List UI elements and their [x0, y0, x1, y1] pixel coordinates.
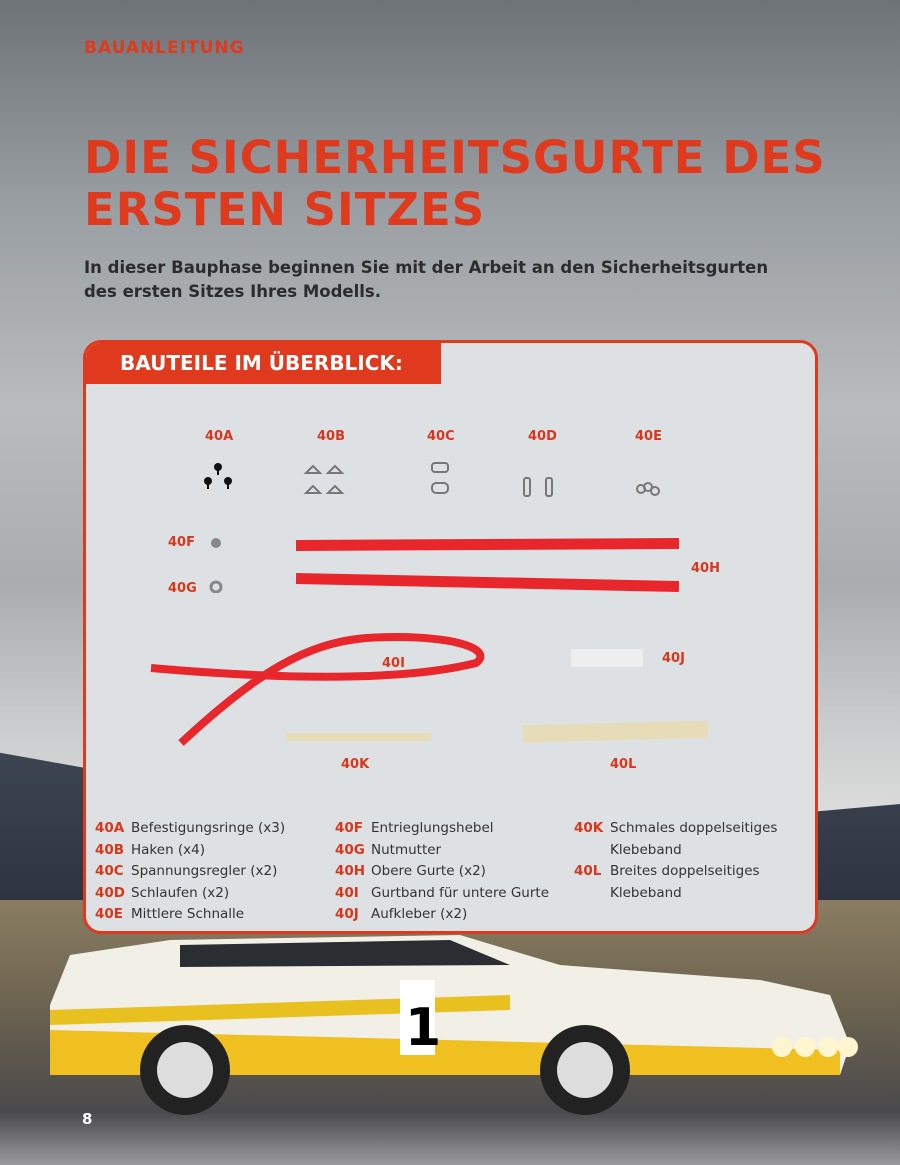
part-label-40e: 40E [635, 429, 662, 444]
svg-text:1: 1 [405, 998, 442, 1058]
section-kicker: BAUANLEITUNG [84, 38, 245, 58]
parts-overview-box [83, 340, 818, 934]
legend-column [574, 818, 784, 904]
part-label-40g: 40G [168, 581, 197, 596]
part-label-40j: 40J [662, 651, 685, 666]
legend-item: 40E Mittlere Schnalle [95, 906, 245, 922]
part-label-40a: 40A [205, 429, 234, 444]
legend-item: 40C Spannungsregler (x2) [95, 863, 278, 879]
part-label-40d: 40D [528, 429, 557, 444]
narrow-tape [286, 733, 431, 741]
part-label-40b: 40B [317, 429, 345, 444]
lead-paragraph: In dieser Bauphase beginnen Sie mit der Arbeit an den Sicherheitsgurten des ersten Sitzes Ihres Modells. [84, 258, 769, 301]
part-label-40i: 40I [382, 656, 405, 671]
part-label-40k: 40K [341, 757, 370, 772]
legend-item: 40I Gurtband für untere Gurte [335, 884, 549, 901]
legend-item: 40H Obere Gurte (x2) [335, 863, 486, 879]
part-label-40f: 40F [168, 535, 195, 550]
legend-item: 40B Haken (x4) [95, 841, 206, 858]
upper-belt-strap [296, 573, 679, 592]
legend-item: 40K Schmales doppelseitiges Klebeband [574, 820, 778, 858]
legend-item: 40F Entrieglungshebel [335, 820, 494, 836]
legend-item: 40G Nutmutter [335, 841, 442, 858]
upper-belt-strap [296, 538, 679, 551]
page-title: DIE SICHERHEITSGURTE DES ERSTEN SITZES [84, 131, 826, 236]
legend-column [335, 818, 549, 926]
wide-tape [523, 721, 708, 743]
part-label-40c: 40C [427, 429, 455, 444]
legend-item: 40L Breites doppelseitiges Klebeband [574, 863, 760, 901]
legend-item: 40J Aufkleber (x2) [335, 906, 468, 922]
page-number: 8 [82, 1110, 93, 1128]
small-parts-illustration [186, 453, 706, 503]
rally-car-photo [40, 935, 860, 1125]
legend-item: 40D Schlaufen (x2) [95, 884, 230, 901]
nut-parts-illustration [206, 533, 226, 593]
legend-item: 40A Befestigungsringe (x3) [95, 820, 286, 836]
part-label-40l: 40L [610, 757, 637, 772]
sticker-sheet [571, 649, 643, 667]
parts-overview-heading: BAUTEILE IM ÜBERBLICK: [86, 343, 441, 384]
part-label-40h: 40H [691, 561, 720, 576]
legend-column [95, 818, 285, 926]
